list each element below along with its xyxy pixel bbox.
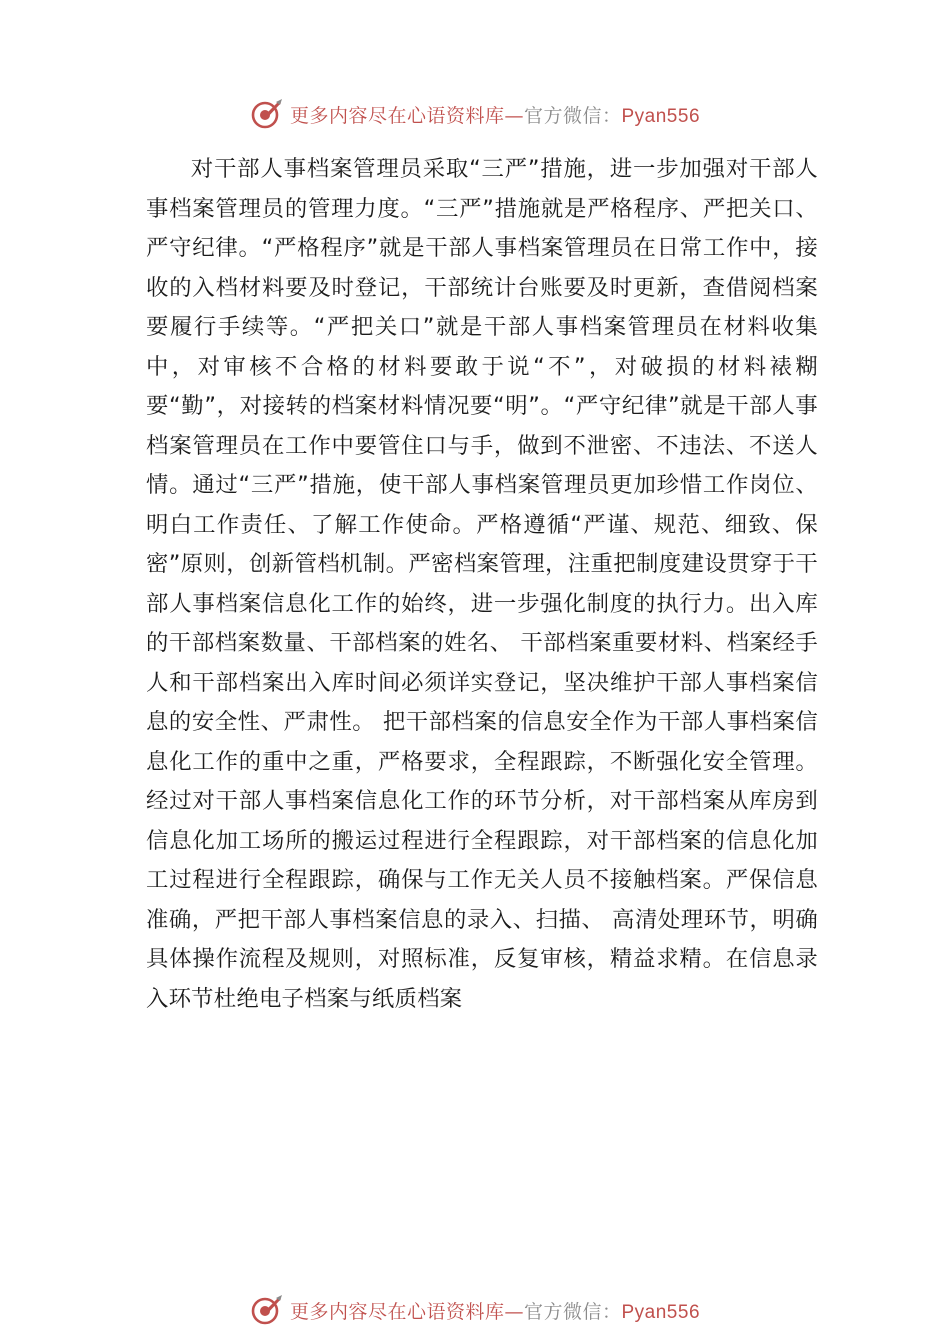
footer-banner [0,1290,950,1330]
quill-pen-logo-icon [250,97,284,131]
header-banner-account: Pyan556 [621,105,701,127]
header-banner [0,94,950,134]
footer-banner-label: 官方微信： [523,1300,622,1323]
footer-banner-text [290,1297,700,1324]
header-banner-label: 官方微信： [523,104,622,127]
quill-pen-logo-icon [250,1293,284,1327]
document-paragraph: 对干部人事档案管理员采取“三严”措施，进一步加强对干部人事档案管理员的管理力度。“三严”措施就是严格程序、严把关口、严守纪律。“严格程序”就是干部人事档案管理员在日常工作中，接收的入档材料要及时登记，干部统计台账要及时更新，查借阅档案要履行手续等。“严把关口”就是干部人事档案管理员在材料收集中，对审核不合格的材料要敢于说“不”，对破损的材料裱糊要“勤”，对接转的档案材料情况要“明”。“严守纪律”就是干部人事档案管理员在工作中要管住口与手，做到不泄密、不违法、不送人情。通过“三严”措施，使干部人事档案管理员更加珍惜工作岗位、明白工作责任、了解工作使命。严格遵循“严谨、规范、细致、保密”原则，创新管档机制。严密档案管理，注重把制度建设贯穿于干部人事档案信息化工作的始终，进一步强化制度的执行力。出入库的干部档案数量、干部档案的姓名、 干部档案重要材料、档案经手人和干部档案出入库时间必须详实登记，坚决维护干部人事档案信息的安全性、严肃性。 把干部档案的信息安全作为干部人事档案信息化工作的重中之重，严格要求，全程跟踪，不断强化安全管理。经过对干部人事档案信息化工作的环节分析，对干部档案从库房到信息化加工场所的搬运过程进行全程跟踪，对干部档案的信息化加工过程进行全程跟踪，确保与工作无关人员不接触档案。严保信息准确，严把干部人事档案信息的录入、扫描、 高清处理环节，明确具体操作流程及规则，对照标准，反复审核，精益求精。在信息录入环节杜绝电子档案与纸质档案 [146,156,818,1012]
header-banner-content [250,97,700,131]
footer-banner-separator: — [504,1300,524,1323]
header-banner-text [290,101,700,128]
footer-banner-site: 更多内容尽在心语资料库 [289,1300,505,1323]
footer-banner-content [250,1293,700,1327]
header-banner-site: 更多内容尽在心语资料库 [289,104,505,127]
header-banner-separator: — [504,104,524,127]
footer-banner-account: Pyan556 [621,1301,701,1323]
